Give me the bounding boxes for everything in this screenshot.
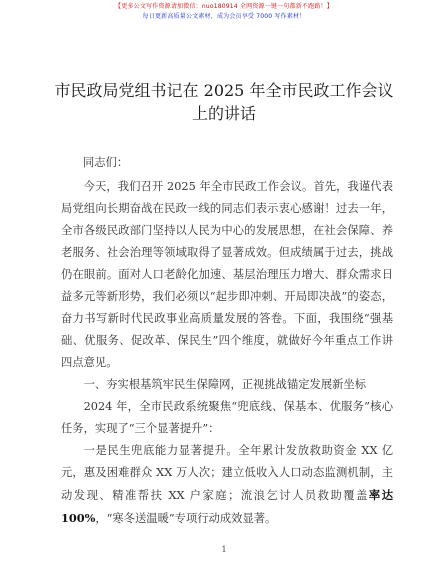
- title-line-1: 市民政局党组书记在 2025 年全市民政工作会议: [54, 81, 394, 100]
- banner-line-1: 【更多公文写作资源请加微信：nuo180914 全网资源一键一句都新不跑路！】: [115, 3, 333, 10]
- point-1-bold-text: 率达 100%: [61, 488, 393, 525]
- title-line-2: 上的讲话: [191, 104, 256, 123]
- point-1-tail: ，“寒冬送温暖”专项行动成效显著。: [95, 512, 277, 525]
- paragraph-intro: 今天，我们召开 2025 年全市民政工作会议。首先，我谨代表局党组向长期奋战在民政一线的同志们表示衷心感谢！过去一年，全市各级民政部门坚持以人民为中心的发展思想，在社会保障、养老服务、社会治理等领域取得了显著成效。但成绩属于过去，挑战仍在眼前。面对人口老龄化加速、基层治理压力增大、群众需求日益多元等新形势，我们必须以“起步即冲刺、开局即决战”的姿态，奋力书写新时代民政事业高质量发展的答卷。下面，我围绕“强基础、优服务、促改革、保民生”四个维度，就做好今年重点工作讲四点意见。: [61, 180, 393, 369]
- document-title: [50, 79, 398, 125]
- paragraph-2024-summary: 2024 年，全市民政系统聚焦“兜底线、保基本、优服务”核心任务，实现了“三个显著提升”：: [61, 400, 393, 435]
- header-banner: [0, 2, 448, 22]
- banner-line-2: 每日更新高质量公文素材，成为会员享受 7000 写作素材！: [142, 13, 306, 20]
- paragraph-point-1: [61, 440, 393, 530]
- section-heading-1: 一、夯实根基筑牢民生保障网，正视挑战锚定发展新坐标: [83, 378, 367, 391]
- page-number: 1: [221, 545, 227, 554]
- point-1-text: 一是民生兜底能力显著提升。全年累计发放救助资金 XX 亿元，惠及困难群众 XX 万人次；建立低收入人口动态监测机制，主动发现、精准帮扶 XX 户家庭；流浪乞讨人员救助覆盖: [61, 444, 393, 502]
- greeting: 同志们：: [83, 156, 129, 169]
- document-body: [61, 152, 393, 530]
